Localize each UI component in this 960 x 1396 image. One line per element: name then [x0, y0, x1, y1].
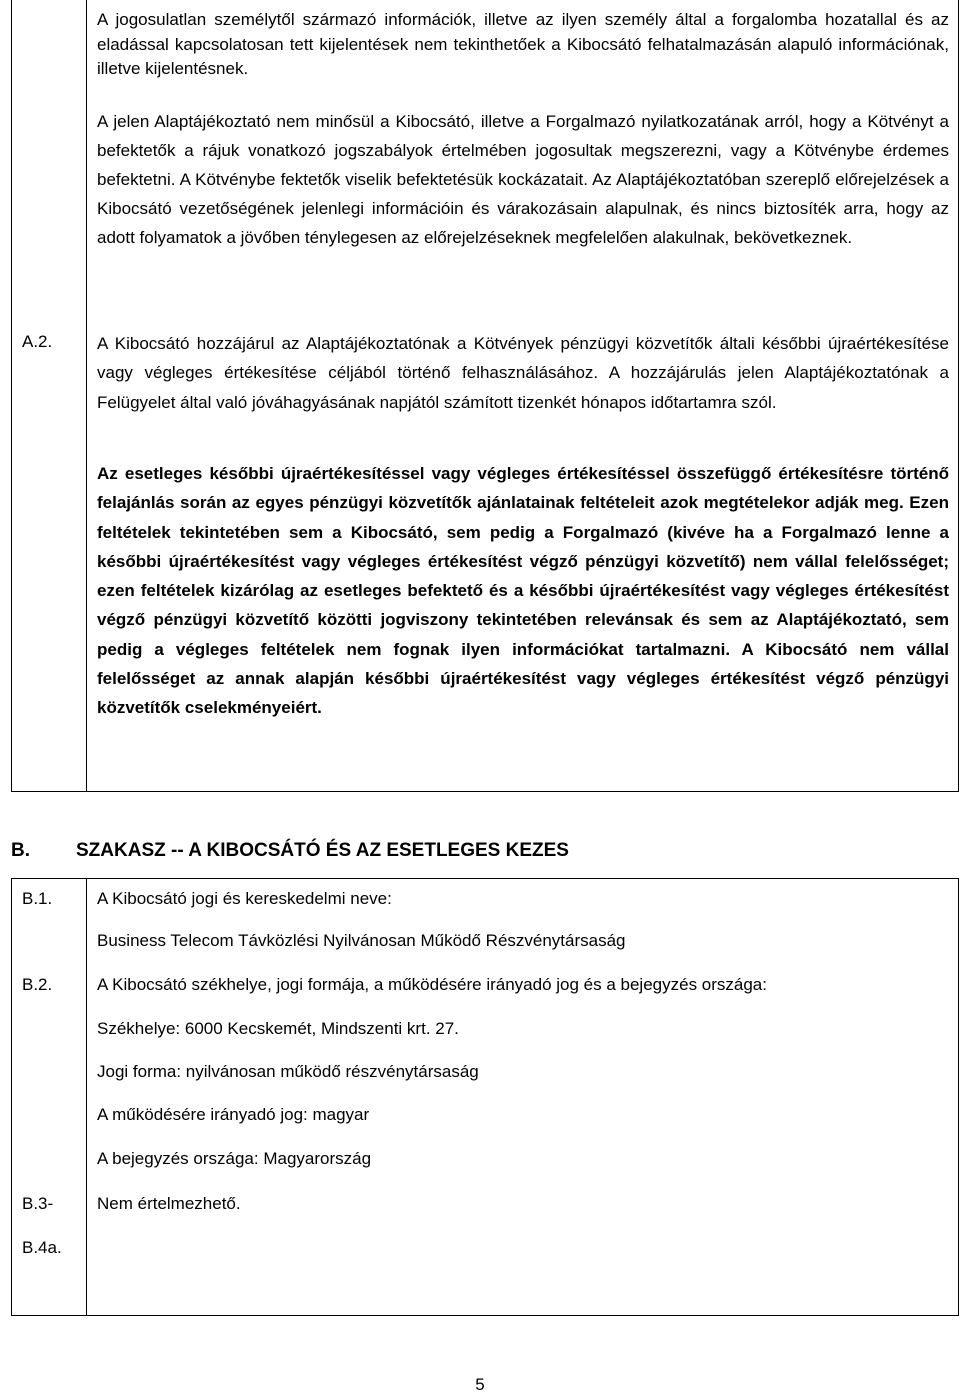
- b2-governing-law: A működésére irányadó jog: magyar: [97, 1105, 370, 1124]
- b2-legal-form: Jogi forma: nyilvánosan működő részvénytársaság: [97, 1062, 479, 1081]
- b1-question: A Kibocsátó jogi és kereskedelmi neve:: [97, 889, 392, 908]
- section-b-letter: B.: [11, 840, 30, 861]
- row-label-a2: A.2.: [22, 332, 53, 351]
- b2-registration-country: A bejegyzés országa: Magyarország: [97, 1149, 372, 1168]
- b2-seat: Székhelye: 6000 Kecskemét, Mindszenti krt. 27.: [97, 1019, 459, 1038]
- row-label-b2: B.2.: [22, 975, 53, 994]
- row-label-b3: B.3-: [22, 1194, 54, 1213]
- b1-answer: Business Telecom Távközlési Nyilvánosan Működő Részvénytársaság: [97, 931, 626, 950]
- column-divider: [86, 0, 87, 791]
- section-b-title: SZAKASZ -- A KIBOCSÁTÓ ÉS AZ ESETLEGES KEZES: [76, 840, 569, 861]
- paragraph-disclaimer: A jelen Alaptájékoztató nem minősül a Kibocsátó, illetve a Forgalmazó nyilatkozatának arról, hogy a Kötvényt a befektetők a rájuk vonatkozó jogszabályok értelmében jogosultak megszerezni, vagy a Kötvénybe érdemes befektetni. A Kötvénybe fektetők viselik befektetésük kockázatait. Az Alaptájékoztatóban szereplő előrejelzések a Kibocsátó vezetőségének jelenlegi információin és várakozásain alapulnak, és nincs biztosíték arra, hogy az adott folyamatok a jövőben ténylegesen az előrejelzéseknek megfelelően alakulnak, bekövetkeznek.: [97, 112, 949, 247]
- section-a-table: [11, 0, 959, 792]
- row-label-b1: B.1.: [22, 889, 53, 908]
- b2-question: A Kibocsátó székhelye, jogi formája, a működésére irányadó jog és a bejegyzés országa:: [97, 975, 767, 994]
- section-b-table: [11, 878, 959, 1316]
- b3-answer: Nem értelmezhető.: [97, 1194, 241, 1213]
- paragraph-unauthorized-info: A jogosulatlan személytől származó információk, illetve az ilyen személy által a forgalomba hozatallal és az eladással kapcsolatosan tett kijelentések nem tekinthetőek a Kibocsátó felhatalmazásán alapuló információnak, illetve kijelentésnek.: [97, 10, 949, 78]
- column-divider: [86, 879, 87, 1315]
- row-label-b4a: B.4a.: [22, 1238, 62, 1257]
- paragraph-resale-conditions: Az esetleges későbbi újraértékesítéssel vagy végleges értékesítéssel összefüggő értékesítésre történő felajánlás során az egyes pénzügyi közvetítők ajánlatainak feltételeit azok megtételekor adják meg. Ezen feltételek tekintetében sem a Kibocsátó, sem pedig a Forgalmazó (kivéve ha a Forgalmazó lenne a későbbi újraértékesítést vagy végleges értékesítést végző pénzügyi közvetítő) nem vállal felelősséget; ezen feltételek kizárólag az esetleges befektető és a későbbi újraértékesítést vagy végleges értékesítést végző pénzügyi közvetítő közötti jogviszony tekintetében relevánsak és sem az Alaptájékoztató, sem pedig a végleges feltételek nem fognak ilyen információkat tartalmazni. A Kibocsátó nem vállal felelősséget az annak alapján későbbi újraértékesítést vagy végleges értékesítést végző pénzügyi közvetítők cselekményeiért.: [97, 464, 949, 718]
- paragraph-consent: A Kibocsátó hozzájárul az Alaptájékoztatónak a Kötvények pénzügyi közvetítők általi későbbi újraértékesítése vagy végleges értékesítése céljából történő felhasználásához. A hozzájárulás jelen Alaptájékoztatónak a Felügyelet által való jóváhagyásának napjától számított tizenkét hónapos időtartamra szól.: [97, 334, 949, 412]
- page-number: 5: [475, 1375, 485, 1394]
